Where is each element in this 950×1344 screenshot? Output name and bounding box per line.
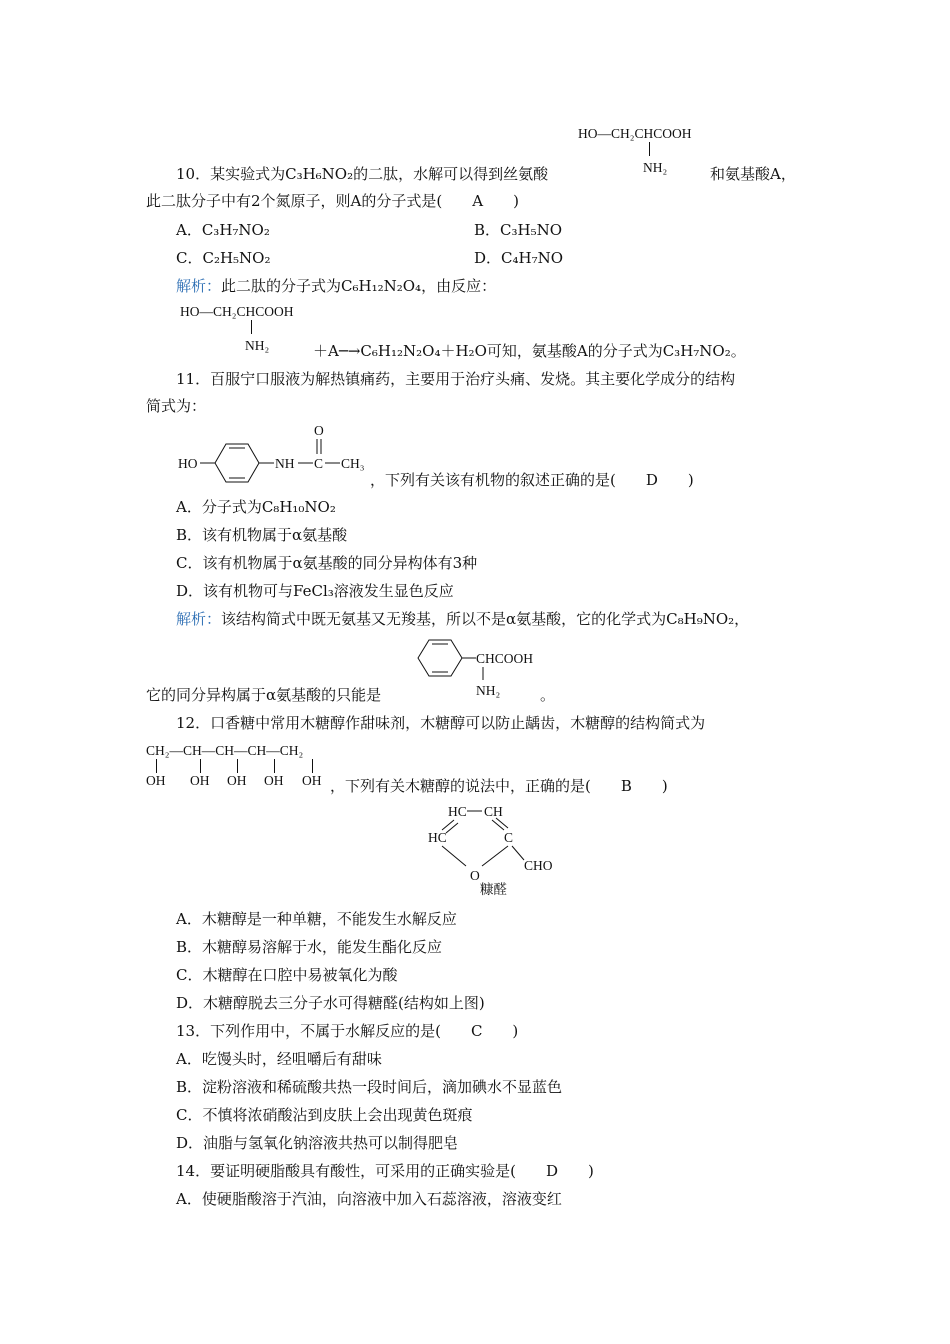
analysis-text: 此二肽的分子式为C₆H₁₂N₂O₄，由反应： bbox=[221, 277, 497, 295]
q10-option-a: A．C₃H₇NO₂ bbox=[176, 221, 270, 239]
q10-line2: 此二肽分子中有2个氮原子，则A的分子式是( A ) bbox=[146, 192, 519, 210]
xylitol-bond-1 bbox=[156, 759, 157, 773]
q11-option-d: D．该有机物可与FeCl₃溶液发生显色反应 bbox=[176, 582, 454, 600]
q13-line1: 13．下列作用中，不属于水解反应的是( C ) bbox=[176, 1022, 519, 1040]
phenyl-chcooh: CHCOOH bbox=[476, 651, 534, 666]
q10-line1: 10．某实验式为C₃H₆NO₂的二肽，水解可以得到丝氨酸 bbox=[176, 165, 549, 183]
q10-option-b: B．C₃H₅NO bbox=[474, 221, 563, 239]
phenyl-nh2: NH₂ bbox=[476, 683, 501, 698]
analysis-text: 该结构简式中既无氨基又无羧基，所以不是α氨基酸，它的化学式为C₈H₉NO₂， bbox=[221, 610, 750, 628]
q11-option-a: A．分子式为C₈H₁₀NO₂ bbox=[176, 498, 336, 516]
q13-option-d: D．油脂与氢氧化钠溶液共热可以制得肥皂 bbox=[176, 1134, 459, 1152]
xylitol-bond-4 bbox=[274, 759, 275, 773]
furfural-c: C bbox=[504, 830, 514, 845]
xylitol-oh-1: OH bbox=[146, 773, 166, 788]
paracetamol-structure bbox=[178, 420, 378, 490]
q11-analysis-end: 。 bbox=[540, 686, 556, 704]
xylitol-oh-5: OH bbox=[302, 773, 322, 788]
analysis-label: 解析： bbox=[176, 277, 222, 295]
q14-line1: 14．要证明硬脂酸具有酸性，可采用的正确实验是( D ) bbox=[176, 1162, 594, 1180]
serine-nh2-2: NH₂ bbox=[245, 338, 270, 353]
serine-formula-top-2: HO—CH₂CHCOOH bbox=[180, 304, 294, 319]
serine-nh2: NH₂ bbox=[643, 160, 668, 175]
struct-ho: HO bbox=[178, 456, 198, 471]
q10-analysis-tail: ＋A─→C₆H₁₂N₂O₄＋H₂O可知，氨基酸A的分子式为C₃H₇NO₂。 bbox=[313, 342, 746, 360]
xylitol-bond-5 bbox=[312, 759, 313, 773]
q10-analysis bbox=[176, 276, 496, 296]
q13-option-b: B．淀粉溶液和稀硫酸共热一段时间后，滴加碘水不显蓝色 bbox=[176, 1078, 563, 1096]
q12-option-c: C．木糖醇在口腔中易被氧化为酸 bbox=[176, 966, 398, 984]
furfural-caption: 糠醛 bbox=[480, 882, 507, 897]
struct-ch3: CH₃ bbox=[341, 456, 365, 471]
q11-analysis bbox=[176, 609, 749, 629]
xylitol-bond-2 bbox=[200, 759, 201, 773]
q12-option-d: D．木糖醇脱去三分子水可得糖醛(结构如上图) bbox=[176, 994, 485, 1012]
q10-line1-tail: 和氨基酸A， bbox=[710, 165, 796, 183]
struct-o: O bbox=[314, 423, 324, 438]
analysis-label: 解析： bbox=[176, 610, 222, 628]
struct-nh: NH bbox=[275, 456, 295, 471]
q13-option-c: C．不慎将浓硝酸沾到皮肤上会出现黄色斑痕 bbox=[176, 1106, 473, 1124]
q11-option-b: B．该有机物属于α氨基酸 bbox=[176, 526, 348, 544]
xylitol-oh-2: OH bbox=[190, 773, 210, 788]
q11-option-c: C．该有机物属于α氨基酸的同分异构体有3种 bbox=[176, 554, 478, 572]
q14-option-a: A．使硬脂酸溶于汽油，向溶液中加入石蕊溶液，溶液变红 bbox=[176, 1190, 562, 1208]
struct-c: C bbox=[314, 456, 324, 471]
q12-option-b: B．木糖醇易溶解于水，能发生酯化反应 bbox=[176, 938, 443, 956]
q11-line3: ，下列有关该有机物的叙述正确的是( D ) bbox=[370, 471, 694, 489]
q11-line1: 11．百服宁口服液为解热镇痛药，主要用于治疗头痛、发烧。其主要化学成分的结构 bbox=[176, 370, 736, 388]
serine-bond-line-2 bbox=[251, 320, 252, 334]
xylitol-oh-4: OH bbox=[264, 773, 284, 788]
serine-bond-line bbox=[649, 142, 650, 156]
furfural-hc2: HC bbox=[428, 830, 447, 845]
q11-line2: 简式为： bbox=[146, 397, 207, 415]
xylitol-oh-3: OH bbox=[227, 773, 247, 788]
q13-option-a: A．吃馒头时，经咀嚼后有甜味 bbox=[176, 1050, 382, 1068]
furfural-o: O bbox=[470, 868, 480, 883]
q10-option-d: D．C₄H₇NO bbox=[474, 249, 564, 267]
furfural-hc1: HC bbox=[448, 804, 467, 819]
xylitol-bond-3 bbox=[237, 759, 238, 773]
q11-analysis-line2: 它的同分异构属于α氨基酸的只能是 bbox=[146, 686, 382, 704]
q12-option-a: A．木糖醇是一种单糖，不能发生水解反应 bbox=[176, 910, 457, 928]
furfural-ch: CH bbox=[484, 804, 503, 819]
q12-line1: 12．口香糖中常用木糖醇作甜味剂，木糖醇可以防止龋齿，木糖醇的结构简式为 bbox=[176, 714, 706, 732]
q12-line2: ，下列有关木糖醇的说法中，正确的是( B ) bbox=[330, 777, 668, 795]
xylitol-chain: CH₂—CH—CH—CH—CH₂ bbox=[146, 743, 304, 758]
furfural-cho: CHO bbox=[524, 858, 553, 873]
serine-formula-top: HO—CH₂CHCOOH bbox=[578, 126, 692, 141]
q10-option-c: C．C₂H₅NO₂ bbox=[176, 249, 271, 267]
